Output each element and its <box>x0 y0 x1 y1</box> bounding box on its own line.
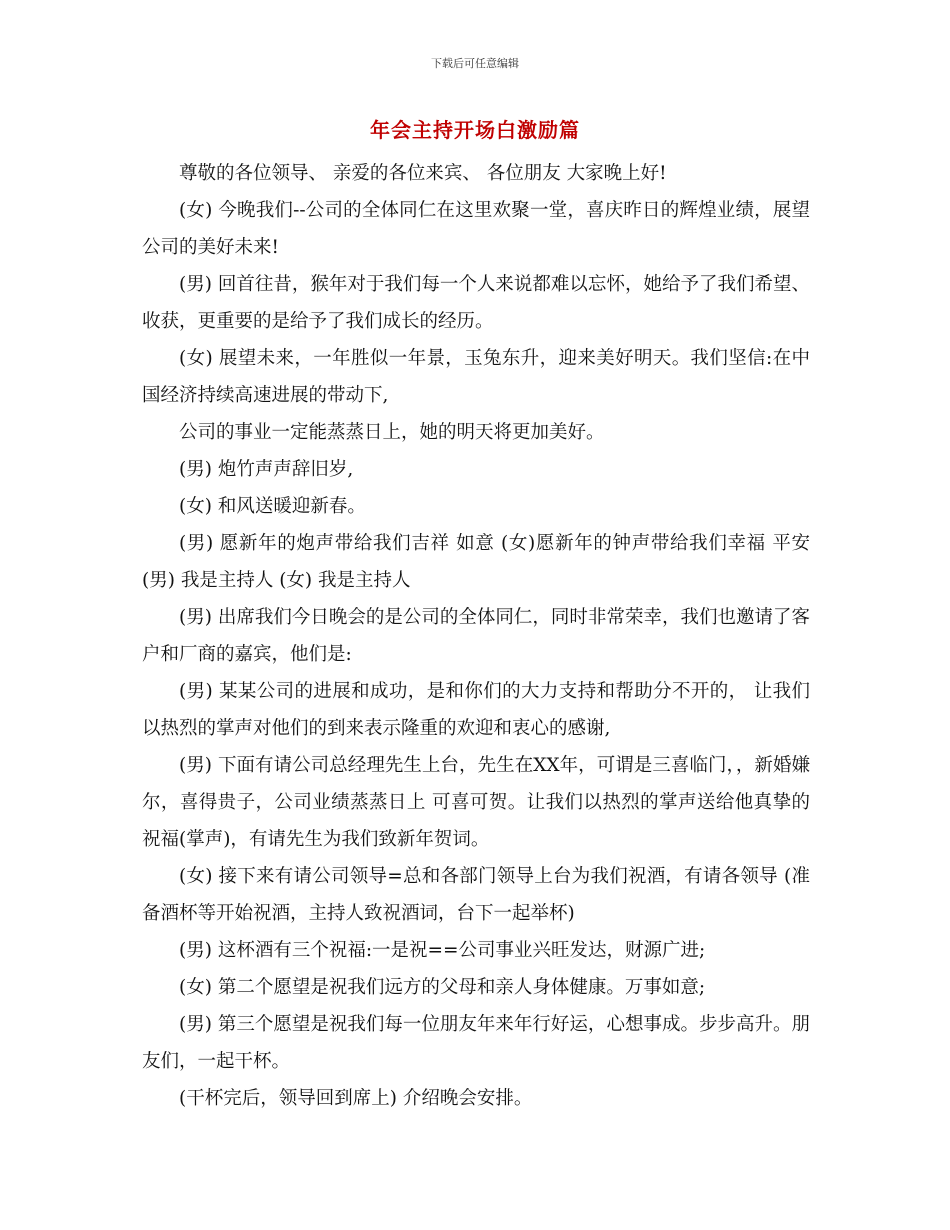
document-title: 年会主持开场白激励篇 <box>370 118 580 142</box>
paragraph: (男) 回首往昔，猴年对于我们每一个人来说都难以忘怀，她给予了我们希望、收获，更重要的是给予了我们成长的经历。 <box>142 274 810 332</box>
paragraph: 尊敬的各位领导、 亲爱的各位来宾、 各位朋友 大家晚上好! <box>179 163 667 184</box>
document-body <box>142 155 810 1117</box>
paragraph: (干杯完后，领导回到席上) 介绍晚会安排。 <box>179 1088 533 1109</box>
paragraph: (男) 某某公司的进展和成功，是和你们的大力支持和帮助分不开的， 让我们以热烈的掌声对他们的到来表示隆重的欢迎和衷心的感谢, <box>142 681 810 739</box>
paragraph: (男) 这杯酒有三个祝福:一是祝==公司事业兴旺发达，财源广进; <box>179 940 706 961</box>
paragraph: 公司的事业一定能蒸蒸日上，她的明天将更加美好。 <box>179 422 605 443</box>
paragraph: (男) 愿新年的炮声带给我们吉祥 如意 (女)愿新年的钟声带给我们幸福 平安 (男) 我是主持人 (女) 我是主持人 <box>142 533 810 591</box>
paragraph: (女) 展望未来，一年胜似一年景，玉兔东升，迎来美好明天。我们坚信:在中国经济持续高速进展的带动下, <box>142 348 810 406</box>
paragraph: (男) 第三个愿望是祝我们每一位朋友年来年行好运，心想事成。步步高升。朋友们，一起干杯。 <box>142 1014 810 1072</box>
paragraph: (男) 下面有请公司总经理先生上台，先生在XX年，可谓是三喜临门，，新婚嫌尔，喜得贵子，公司业绩蒸蒸日上 可喜可贺。让我们以热烈的掌声送给他真挚的祝福(掌声)，有请先生为我们致新年贺词。 <box>142 755 810 850</box>
header-note: 下载后可任意编辑 <box>431 57 519 70</box>
paragraph: (男) 出席我们今日晚会的是公司的全体同仁，同时非常荣幸，我们也邀请了客户和厂商的嘉宾，他们是: <box>142 607 810 665</box>
paragraph: (女) 第二个愿望是祝我们远方的父母和亲人身体健康。万事如意; <box>179 977 706 998</box>
paragraph: (女) 接下来有请公司领导=总和各部门领导上台为我们祝酒，有请各领导 (准备酒杯等开始祝酒，主持人致祝酒词，台下一起举杯) <box>142 866 810 924</box>
paragraph: (女) 和风送暖迎新春。 <box>179 496 366 517</box>
paragraph: (男) 炮竹声声辞旧岁, <box>179 459 354 480</box>
paragraph: (女) 今晚我们--公司的全体同仁在这里欢聚一堂，喜庆昨日的辉煌业绩，展望 公司的美好未来! <box>142 200 810 258</box>
